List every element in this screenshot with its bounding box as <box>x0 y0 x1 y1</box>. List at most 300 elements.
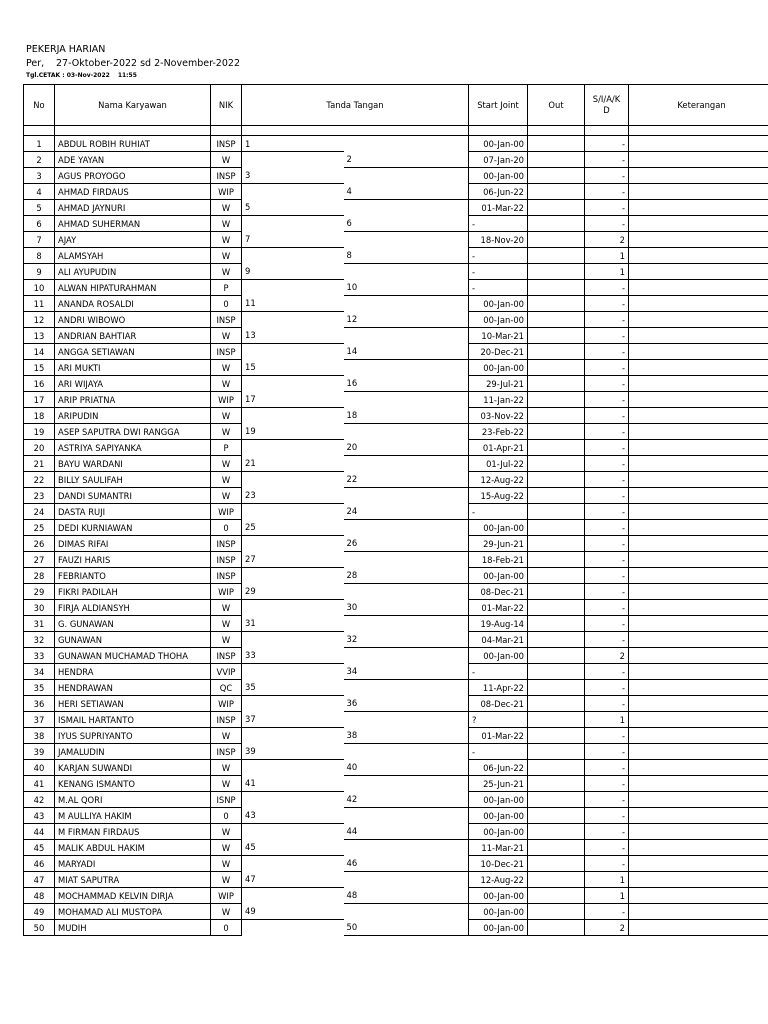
signature-left[interactable] <box>242 152 344 168</box>
signature-left[interactable] <box>242 408 344 424</box>
employee-nik: WIP <box>211 184 242 200</box>
keterangan-value <box>629 312 768 328</box>
signature-right[interactable]: 4 <box>344 184 469 200</box>
table-row <box>24 760 768 776</box>
signature-left[interactable]: 5 <box>242 200 344 216</box>
signature-left[interactable]: 35 <box>242 680 344 696</box>
signature-right[interactable]: 42 <box>344 792 469 808</box>
employee-name: KARJAN SUWANDI <box>55 760 211 776</box>
employee-name: DEDI KURNIAWAN <box>55 520 211 536</box>
employee-name: FIKRI PADILAH <box>55 584 211 600</box>
start-joint: - <box>469 664 528 680</box>
signature-right[interactable] <box>344 232 469 248</box>
row-number: 41 <box>24 776 55 792</box>
employee-name: FIRJA ALDIANSYH <box>55 600 211 616</box>
out-value <box>528 600 585 616</box>
signature-right[interactable] <box>344 680 469 696</box>
employee-nik: W <box>211 232 242 248</box>
table-row <box>24 648 768 664</box>
signature-right[interactable] <box>344 168 469 184</box>
siakd-value: - <box>585 584 629 600</box>
signature-left[interactable]: 15 <box>242 360 344 376</box>
signature-right[interactable]: 36 <box>344 696 469 712</box>
employee-name: AJAY <box>55 232 211 248</box>
keterangan-value <box>629 424 768 440</box>
out-value <box>528 808 585 824</box>
signature-left[interactable]: 17 <box>242 392 344 408</box>
employee-nik: W <box>211 200 242 216</box>
signature-left[interactable]: 33 <box>242 648 344 664</box>
siakd-value: - <box>585 152 629 168</box>
signature-left[interactable] <box>242 824 344 840</box>
signature-right[interactable] <box>344 840 469 856</box>
row-number: 33 <box>24 648 55 664</box>
keterangan-value <box>629 504 768 520</box>
signature-right[interactable]: 50 <box>344 920 469 936</box>
out-value <box>528 696 585 712</box>
table-row <box>24 264 768 280</box>
signature-left[interactable]: 25 <box>242 520 344 536</box>
row-number: 39 <box>24 744 55 760</box>
employee-nik: WIP <box>211 584 242 600</box>
start-joint: 12-Aug-22 <box>469 872 528 888</box>
signature-left[interactable]: 49 <box>242 904 344 920</box>
signature-right[interactable] <box>344 904 469 920</box>
start-joint: - <box>469 216 528 232</box>
employee-name: M.AL QORI <box>55 792 211 808</box>
table-row <box>24 408 768 424</box>
siakd-value: - <box>585 296 629 312</box>
table-row <box>24 360 768 376</box>
signature-right[interactable]: 26 <box>344 536 469 552</box>
signature-right[interactable]: 44 <box>344 824 469 840</box>
signature-left[interactable]: 1 <box>242 136 344 152</box>
signature-left[interactable] <box>242 760 344 776</box>
signature-right[interactable]: 2 <box>344 152 469 168</box>
employee-nik: W <box>211 488 242 504</box>
row-number: 31 <box>24 616 55 632</box>
employee-name: HENDRA <box>55 664 211 680</box>
signature-left[interactable]: 47 <box>242 872 344 888</box>
out-value <box>528 872 585 888</box>
table-header-row <box>24 85 768 126</box>
signature-left[interactable] <box>242 440 344 456</box>
out-value <box>528 152 585 168</box>
signature-left[interactable] <box>242 376 344 392</box>
start-joint: 11-Mar-21 <box>469 840 528 856</box>
signature-left[interactable]: 9 <box>242 264 344 280</box>
signature-left[interactable] <box>242 856 344 872</box>
signature-left[interactable]: 27 <box>242 552 344 568</box>
siakd-value: - <box>585 488 629 504</box>
print-date-label: Tgl.CETAK : 03-Nov-2022 <box>26 72 110 79</box>
employee-name: MOHAMAD ALI MUSTOPA <box>55 904 211 920</box>
signature-left[interactable]: 3 <box>242 168 344 184</box>
start-joint: 23-Feb-22 <box>469 424 528 440</box>
employee-name: HERI SETIAWAN <box>55 696 211 712</box>
siakd-value: - <box>585 552 629 568</box>
start-joint: 00-Jan-00 <box>469 520 528 536</box>
employee-name: AHMAD JAYNURI <box>55 200 211 216</box>
signature-right[interactable]: 28 <box>344 568 469 584</box>
employee-name: ANANDA ROSALDI <box>55 296 211 312</box>
keterangan-value <box>629 296 768 312</box>
employee-name: GUNAWAN MUCHAMAD THOHA <box>55 648 211 664</box>
row-number: 28 <box>24 568 55 584</box>
siakd-value: - <box>585 536 629 552</box>
table-row <box>24 520 768 536</box>
keterangan-value <box>629 840 768 856</box>
out-value <box>528 360 585 376</box>
start-joint: 01-Apr-21 <box>469 440 528 456</box>
row-number: 15 <box>24 360 55 376</box>
employee-name: ADE YAYAN <box>55 152 211 168</box>
row-number: 43 <box>24 808 55 824</box>
out-value <box>528 728 585 744</box>
employee-nik: W <box>211 904 242 920</box>
row-number: 6 <box>24 216 55 232</box>
employee-nik: 0 <box>211 520 242 536</box>
row-number: 5 <box>24 200 55 216</box>
signature-right[interactable]: 18 <box>344 408 469 424</box>
keterangan-value <box>629 344 768 360</box>
employee-nik: W <box>211 216 242 232</box>
signature-right[interactable] <box>344 456 469 472</box>
table-row <box>24 456 768 472</box>
employee-nik: VVIP <box>211 664 242 680</box>
signature-right[interactable] <box>344 488 469 504</box>
start-joint: 01-Mar-22 <box>469 600 528 616</box>
signature-right[interactable]: 30 <box>344 600 469 616</box>
employee-name: ALI AYUPUDIN <box>55 264 211 280</box>
signature-right[interactable] <box>344 136 469 152</box>
signature-left[interactable] <box>242 664 344 680</box>
employee-nik: INSP <box>211 312 242 328</box>
table-row <box>24 488 768 504</box>
siakd-value: - <box>585 456 629 472</box>
signature-left[interactable] <box>242 632 344 648</box>
signature-left[interactable]: 39 <box>242 744 344 760</box>
employee-nik: W <box>211 456 242 472</box>
start-joint: - <box>469 248 528 264</box>
col-header-keterangan: Keterangan <box>629 85 768 126</box>
signature-right[interactable]: 38 <box>344 728 469 744</box>
out-value <box>528 456 585 472</box>
signature-right[interactable] <box>344 744 469 760</box>
signature-left[interactable] <box>242 344 344 360</box>
siakd-value: - <box>585 440 629 456</box>
signature-right[interactable]: 22 <box>344 472 469 488</box>
signature-left[interactable] <box>242 504 344 520</box>
table-row <box>24 696 768 712</box>
table-row <box>24 152 768 168</box>
employee-name: FEBRIANTO <box>55 568 211 584</box>
employee-nik: 0 <box>211 920 242 936</box>
signature-left[interactable] <box>242 312 344 328</box>
employee-name: ASTRIYA SAPIYANKA <box>55 440 211 456</box>
signature-left[interactable]: 21 <box>242 456 344 472</box>
keterangan-value <box>629 664 768 680</box>
start-joint: 29-Jul-21 <box>469 376 528 392</box>
employee-nik: WIP <box>211 392 242 408</box>
row-number: 32 <box>24 632 55 648</box>
col-header-out: Out <box>528 85 585 126</box>
start-joint: 00-Jan-00 <box>469 312 528 328</box>
signature-left[interactable]: 7 <box>242 232 344 248</box>
siakd-value: - <box>585 216 629 232</box>
signature-right[interactable] <box>344 552 469 568</box>
row-number: 42 <box>24 792 55 808</box>
signature-left[interactable]: 37 <box>242 712 344 728</box>
table-row <box>24 440 768 456</box>
signature-left[interactable] <box>242 216 344 232</box>
signature-left[interactable]: 19 <box>242 424 344 440</box>
row-number: 48 <box>24 888 55 904</box>
employee-nik: 0 <box>211 808 242 824</box>
signature-left[interactable]: 43 <box>242 808 344 824</box>
employee-name: M FIRMAN FIRDAUS <box>55 824 211 840</box>
out-value <box>528 216 585 232</box>
siakd-value: - <box>585 600 629 616</box>
table-row <box>24 824 768 840</box>
keterangan-value <box>629 184 768 200</box>
signature-right[interactable]: 10 <box>344 280 469 296</box>
print-date <box>26 72 137 79</box>
siakd-value: - <box>585 280 629 296</box>
siakd-value: - <box>585 472 629 488</box>
signature-right[interactable]: 40 <box>344 760 469 776</box>
out-value <box>528 200 585 216</box>
signature-right[interactable]: 6 <box>344 216 469 232</box>
signature-left[interactable] <box>242 888 344 904</box>
employee-nik: WIP <box>211 888 242 904</box>
signature-left[interactable] <box>242 280 344 296</box>
employee-nik: W <box>211 360 242 376</box>
out-value <box>528 712 585 728</box>
siakd-value: - <box>585 184 629 200</box>
employee-name: ISMAIL HARTANTO <box>55 712 211 728</box>
employee-nik: W <box>211 632 242 648</box>
signature-left[interactable] <box>242 600 344 616</box>
table-row <box>24 840 768 856</box>
keterangan-value <box>629 264 768 280</box>
out-value <box>528 136 585 152</box>
siakd-value: 1 <box>585 264 629 280</box>
out-value <box>528 328 585 344</box>
siakd-value: - <box>585 376 629 392</box>
table-row <box>24 472 768 488</box>
keterangan-value <box>629 920 768 936</box>
table-row <box>24 920 768 936</box>
siakd-value: - <box>585 616 629 632</box>
signature-right[interactable]: 20 <box>344 440 469 456</box>
employee-name: AGUS PROYOGO <box>55 168 211 184</box>
signature-right[interactable]: 8 <box>344 248 469 264</box>
employee-name: ANDRIAN BAHTIAR <box>55 328 211 344</box>
employee-name: ARI WIJAYA <box>55 376 211 392</box>
signature-left[interactable]: 11 <box>242 296 344 312</box>
keterangan-value <box>629 152 768 168</box>
out-value <box>528 312 585 328</box>
employee-name: MIAT SAPUTRA <box>55 872 211 888</box>
start-joint: - <box>469 744 528 760</box>
table-row <box>24 392 768 408</box>
siakd-value: - <box>585 856 629 872</box>
start-joint: 06-Jun-22 <box>469 184 528 200</box>
siakd-value: 1 <box>585 888 629 904</box>
signature-right[interactable] <box>344 808 469 824</box>
start-joint: 10-Dec-21 <box>469 856 528 872</box>
employee-nik: W <box>211 728 242 744</box>
row-number: 12 <box>24 312 55 328</box>
row-number: 17 <box>24 392 55 408</box>
signature-right[interactable] <box>344 296 469 312</box>
signature-right[interactable] <box>344 648 469 664</box>
signature-right[interactable] <box>344 872 469 888</box>
signature-right[interactable] <box>344 360 469 376</box>
signature-right[interactable]: 12 <box>344 312 469 328</box>
employee-nik: W <box>211 424 242 440</box>
start-joint: 04-Mar-21 <box>469 632 528 648</box>
employee-name: MUDIH <box>55 920 211 936</box>
row-number: 30 <box>24 600 55 616</box>
row-number: 38 <box>24 728 55 744</box>
employee-nik: 0 <box>211 296 242 312</box>
signature-left[interactable] <box>242 536 344 552</box>
signature-left[interactable] <box>242 568 344 584</box>
signature-right[interactable] <box>344 776 469 792</box>
siakd-value: 2 <box>585 232 629 248</box>
start-joint: 08-Dec-21 <box>469 584 528 600</box>
report-title: PEKERJA HARIAN <box>26 44 106 55</box>
table-row <box>24 712 768 728</box>
table-row <box>24 312 768 328</box>
siakd-value: 1 <box>585 248 629 264</box>
siakd-value: 2 <box>585 648 629 664</box>
signature-right[interactable]: 14 <box>344 344 469 360</box>
employee-nik: W <box>211 824 242 840</box>
col-header-nik: NIK <box>211 85 242 126</box>
start-joint: 18-Nov-20 <box>469 232 528 248</box>
signature-left[interactable] <box>242 472 344 488</box>
siakd-value: - <box>585 840 629 856</box>
signature-left[interactable] <box>242 184 344 200</box>
employee-name: DANDI SUMANTRI <box>55 488 211 504</box>
out-value <box>528 792 585 808</box>
col-header-signature: Tanda Tangan <box>242 85 469 126</box>
siakd-value: - <box>585 168 629 184</box>
signature-right[interactable] <box>344 584 469 600</box>
signature-left[interactable]: 45 <box>242 840 344 856</box>
col-header-no: No <box>24 85 55 126</box>
row-number: 16 <box>24 376 55 392</box>
signature-right[interactable] <box>344 328 469 344</box>
signature-left[interactable] <box>242 248 344 264</box>
employee-name: GUNAWAN <box>55 632 211 648</box>
signature-left[interactable] <box>242 920 344 936</box>
signature-right[interactable]: 16 <box>344 376 469 392</box>
signature-left[interactable]: 13 <box>242 328 344 344</box>
signature-left[interactable]: 41 <box>242 776 344 792</box>
row-number: 47 <box>24 872 55 888</box>
row-number: 27 <box>24 552 55 568</box>
keterangan-value <box>629 696 768 712</box>
row-number: 49 <box>24 904 55 920</box>
out-value <box>528 824 585 840</box>
signature-right[interactable]: 34 <box>344 664 469 680</box>
signature-right[interactable] <box>344 616 469 632</box>
signature-left[interactable] <box>242 728 344 744</box>
row-number: 23 <box>24 488 55 504</box>
keterangan-value <box>629 632 768 648</box>
row-number: 7 <box>24 232 55 248</box>
employee-name: BAYU WARDANI <box>55 456 211 472</box>
table-row <box>24 280 768 296</box>
signature-right[interactable] <box>344 200 469 216</box>
row-number: 9 <box>24 264 55 280</box>
start-joint: 00-Jan-00 <box>469 136 528 152</box>
signature-right[interactable]: 48 <box>344 888 469 904</box>
table-row <box>24 664 768 680</box>
start-joint: 00-Jan-00 <box>469 568 528 584</box>
row-number: 21 <box>24 456 55 472</box>
out-value <box>528 248 585 264</box>
row-number: 18 <box>24 408 55 424</box>
row-number: 13 <box>24 328 55 344</box>
row-number: 37 <box>24 712 55 728</box>
keterangan-value <box>629 904 768 920</box>
start-joint: 10-Mar-21 <box>469 328 528 344</box>
employee-nik: INSP <box>211 168 242 184</box>
table-row <box>24 600 768 616</box>
out-value <box>528 168 585 184</box>
attendance-table <box>23 84 768 936</box>
employee-name: ANDRI WIBOWO <box>55 312 211 328</box>
signature-right[interactable] <box>344 712 469 728</box>
employee-nik: P <box>211 280 242 296</box>
signature-right[interactable]: 24 <box>344 504 469 520</box>
signature-right[interactable] <box>344 392 469 408</box>
keterangan-value <box>629 600 768 616</box>
out-value <box>528 744 585 760</box>
signature-left[interactable] <box>242 792 344 808</box>
signature-right[interactable]: 32 <box>344 632 469 648</box>
start-joint: 06-Jun-22 <box>469 760 528 776</box>
signature-left[interactable]: 23 <box>242 488 344 504</box>
row-number: 22 <box>24 472 55 488</box>
row-number: 44 <box>24 824 55 840</box>
start-joint: 00-Jan-00 <box>469 888 528 904</box>
signature-left[interactable] <box>242 696 344 712</box>
out-value <box>528 376 585 392</box>
table-row <box>24 680 768 696</box>
employee-name: FAUZI HARIS <box>55 552 211 568</box>
out-value <box>528 840 585 856</box>
siakd-value: - <box>585 808 629 824</box>
employee-nik: ISNP <box>211 792 242 808</box>
signature-right[interactable] <box>344 424 469 440</box>
row-number: 46 <box>24 856 55 872</box>
table-row <box>24 216 768 232</box>
table-row <box>24 200 768 216</box>
out-value <box>528 232 585 248</box>
signature-left[interactable]: 31 <box>242 616 344 632</box>
signature-right[interactable] <box>344 520 469 536</box>
signature-right[interactable]: 46 <box>344 856 469 872</box>
signature-left[interactable]: 29 <box>242 584 344 600</box>
signature-right[interactable] <box>344 264 469 280</box>
keterangan-value <box>629 520 768 536</box>
